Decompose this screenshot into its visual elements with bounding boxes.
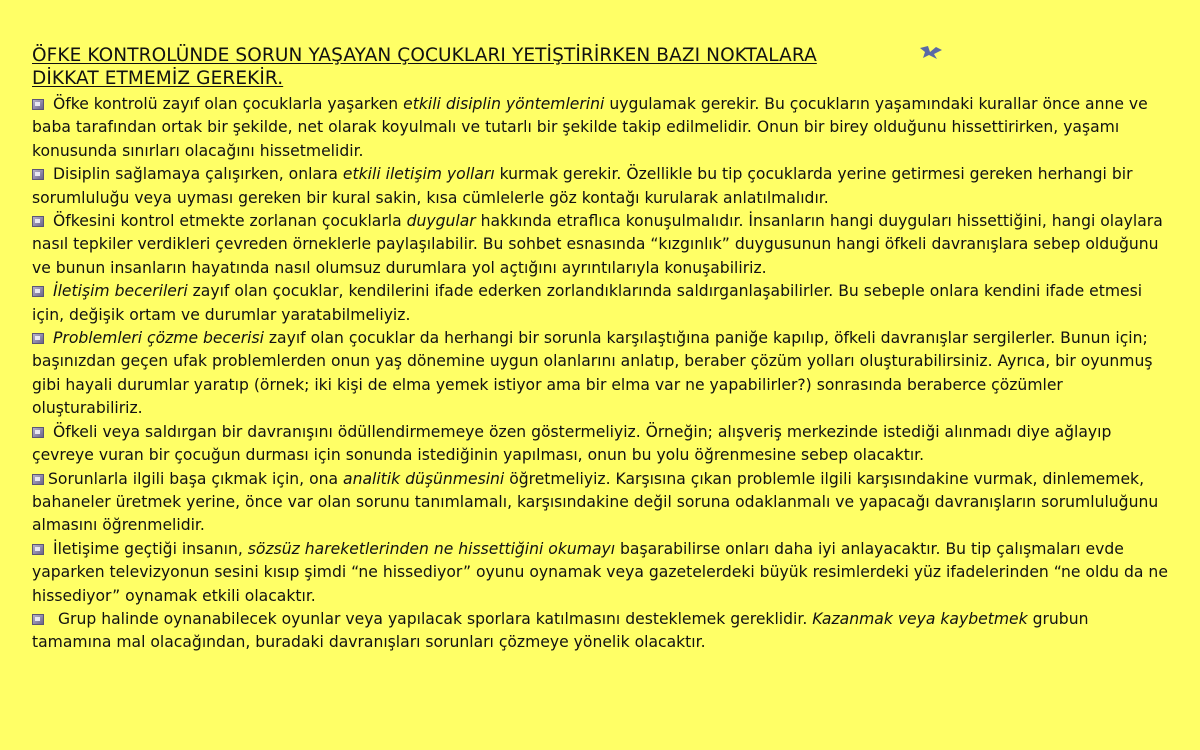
title-line-2: DİKKAT ETMEMİZ GEREKİR. — [32, 68, 284, 89]
square-bullet-icon — [32, 169, 44, 180]
paragraph-emphasis: analitik düşünmesini — [343, 469, 505, 488]
square-bullet-icon — [32, 544, 44, 555]
paragraph-text: hakkında etraflıca konuşulmalıdır. İnsanların hangi duyguları hissettiğini, hangi olaylara nasıl tepkiler verdikleri çevreden örneklerle paylaşılabilir. Bu sohbet esnasında “kızgınlık” duygusunun hangi öfkeli davranışlara sebep olduğunu ve bunun insanların hayatında nasıl olumsuz durumlara yol açtığını ayrıntılarıyla konuşabiliriz. — [32, 212, 1163, 277]
paragraph-emphasis: etkili disiplin yöntemlerini — [403, 95, 605, 113]
square-bullet-icon — [32, 216, 44, 227]
paragraph-9 — [32, 608, 1172, 655]
paragraph-6 — [32, 421, 1172, 468]
paragraph-emphasis: sözsüz hareketlerinden ne hissettiğini okumayı — [247, 539, 616, 558]
slide-content — [32, 44, 1172, 655]
square-bullet-icon — [32, 99, 44, 110]
square-bullet-icon — [32, 286, 44, 297]
paragraph-text: Sorunlarla ilgili başa çıkmak için, ona — [48, 469, 344, 488]
paragraph-7 — [32, 468, 1172, 538]
paragraph-text: Öfkesini kontrol etmekte zorlanan çocuklarla — [53, 212, 407, 231]
paragraph-text: öğretmeliyiz. Karşısına çıkan problemle ilgili karşısındakine vurmak, dinlememek, bahaneler üretmek yerine, önce var olan sorunu tanımlamalı, karşısındakine değil soruna odaklanmalı ve yapacağı davranışların sorumluluğunu almasını öğrenmelidir. — [32, 469, 1159, 535]
paragraph-8 — [32, 538, 1172, 608]
paragraph-5 — [32, 327, 1172, 421]
paragraph-text: başarabilirse onları daha iyi anlayacaktır. Bu tip çalışmaları evde yaparken televizyonun sesini kısıp şimdi “ne hissediyor” oyunu oynamak veya gazetelerdeki büyük resimlerdeki yüz ifadelerinden “ne oldu da ne hissediyor” oynamak etkili olacaktır. — [32, 539, 1168, 605]
paragraph-text: Öfkeli veya saldırgan bir davranışını ödüllendirmemeye özen göstermeliyiz. Örneğin; alışveriş merkezinde istediği alınmadı diye ağlayıp çevreye vuran bir çocuğun durması için sonunda istediğinin yapılması, onun bu yolu öğrenmesine sebep olacaktır. — [32, 422, 1112, 465]
decorative-star-icon — [918, 44, 944, 60]
paragraph-2 — [32, 163, 1172, 210]
paragraph-text: Grup halinde oynanabilecek oyunlar veya yapılacak sporlara katılmasını desteklemek gereklidir. — [53, 609, 813, 628]
paragraph-emphasis: etkili iletişim yolları — [342, 165, 495, 184]
paragraph-3 — [32, 210, 1172, 280]
paragraph-text: kurmak gerekir. Özellikle bu tip çocuklarda yerine getirmesi gereken herhangi bir sorumluluğu veya uyması gereken bir kural sakin, kısa cümlelerle göz kontağı kurularak anlatılmalıdır. — [32, 165, 1133, 207]
paragraph-4 — [32, 280, 1172, 327]
paragraph-text: grubun tamamına mal olacağından, buradaki davranışları sorunları çözmeye yönelik olacaktır. — [32, 609, 1089, 652]
paragraph-text: zayıf olan çocuklar, kendilerini ifade ederken zorlandıklarında saldırganlaşabilirler. Bu sebeple onlara kendini ifade etmesi için, değişik ortam ve durumlar yaratabilmeliyiz. — [32, 282, 1143, 324]
square-bullet-icon — [32, 474, 44, 485]
paragraph-text: Öfke kontrolü zayıf olan çocuklarla yaşarken — [53, 95, 404, 113]
paragraph-emphasis: Kazanmak veya kaybetmek — [812, 609, 1028, 628]
title-line-1: ÖFKE KONTROLÜNDE SORUN YAŞAYAN ÇOCUKLARI YETİŞTİRİRKEN BAZI NOKTALARA — [32, 45, 817, 66]
square-bullet-icon — [32, 427, 44, 438]
paragraph-text: Disiplin sağlamaya çalışırken, onlara — [53, 165, 343, 184]
slide-title — [32, 44, 1172, 90]
paragraph-text: uygulamak gerekir. Bu çocukların yaşamındaki kurallar önce anne ve baba tarafından ortak bir şekilde, net olarak koyulmalı ve tutarlı bir şekilde takip edilmelidir. Onun bir birey olduğunu hissettirirken, yaşamı konusunda sınırları olacağını hissetmelidir. — [32, 95, 1148, 160]
paragraph-text: zayıf olan çocuklar da herhangi bir sorunla karşılaştığına paniğe kapılıp, öfkeli davranışlar sergilerler. Bunun için; başınızdan geçen ufak problemlerden onun yaş dönemine uygun olanlarını anlatıp, beraber çözüm yolları oluşturabilirsiniz. Ayrıca, bir oyunmuş gibi hayali durumlar yaratıp (örnek; iki kişi de elma yemek istiyor ama bir elma var ne yapabilirler?) sonrasında beraberce çözümler oluşturabiliriz. — [32, 329, 1153, 418]
paragraph-emphasis: Problemleri çözme becerisi — [53, 329, 264, 348]
paragraph-emphasis: İletişim becerileri — [53, 282, 188, 301]
paragraph-emphasis: duygular — [406, 212, 476, 231]
square-bullet-icon — [32, 333, 44, 344]
square-bullet-icon — [32, 614, 44, 625]
paragraph-text: İletişime geçtiği insanın, — [53, 539, 248, 558]
paragraph-1 — [32, 93, 1172, 163]
